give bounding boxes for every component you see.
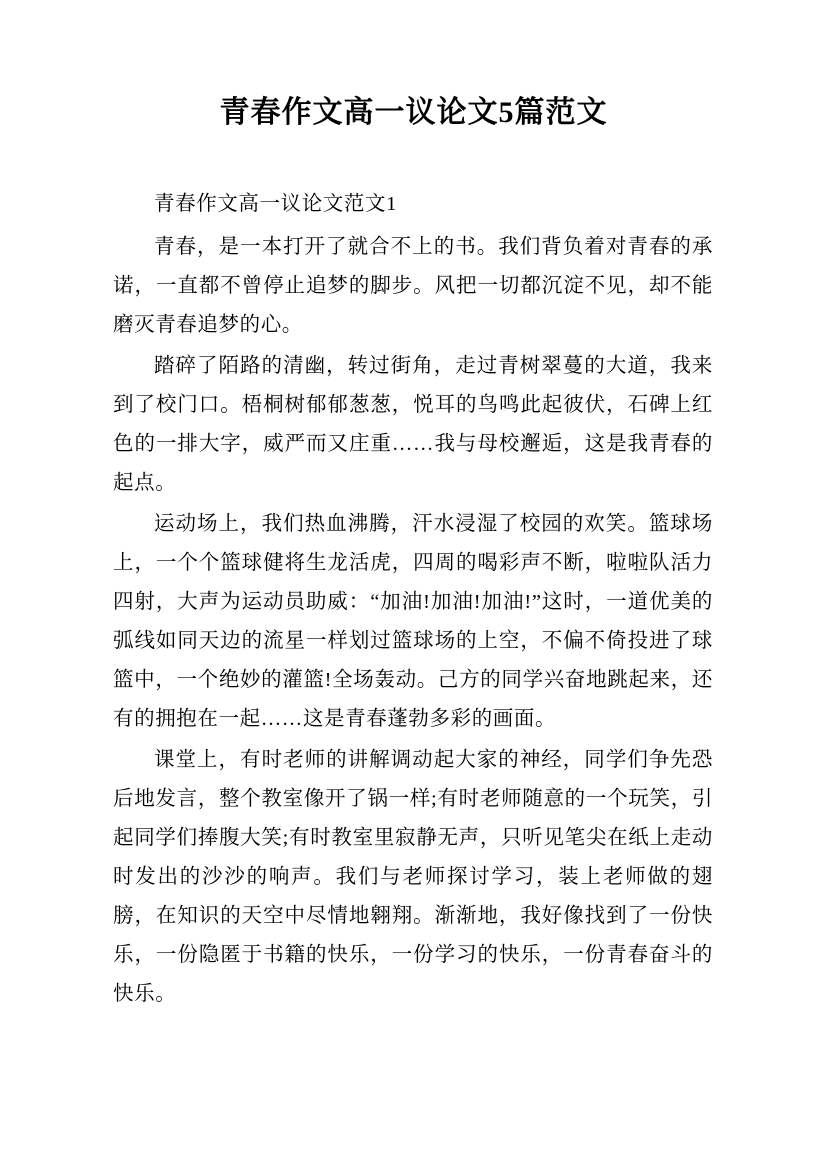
paragraph-1: 青春，是一本打开了就合不上的书。我们背负着对青春的承诺，一直都不曾停止追梦的脚步。风把一切都沉淀不见，却不能磨灭青春追梦的心。 — [113, 236, 713, 336]
document-body — [113, 185, 713, 1016]
paragraph-section-heading: 青春作文高一议论文范文1 — [154, 193, 397, 215]
page-title: 青春作文高一议论文5篇范文 — [219, 96, 608, 129]
paragraph-2: 踏碎了陌路的清幽，转过街角，走过青树翠蔓的大道，我来到了校门口。梧桐树郁郁葱葱，悦耳的鸟鸣此起彼伏，石碑上红色的一排大字，威严而又庄重……我与母校邂逅，这是我青春的起点。 — [113, 355, 713, 494]
paragraph-3: 运动场上，我们热血沸腾，汗水浸湿了校园的欢笑。篮球场上，一个个篮球健将生龙活虎，四周的喝彩声不断，啦啦队活力四射，大声为运动员助威：“加油!加油!加油!”这时，一道优美的弧线如同天边的流星一样划过篮球场的上空，不偏不倚投进了球篮中，一个绝妙的灌篮!全场轰动。己方的同学兴奋地跳起来，还有的拥抱在一起……这是青春蓬勃多彩的画面。 — [113, 513, 713, 730]
paragraph-4: 课堂上，有时老师的讲解调动起大家的神经，同学们争先恐后地发言，整个教室像开了锅一样;有时老师随意的一个玩笑，引起同学们捧腹大笑;有时教室里寂静无声，只听见笔尖在纸上走动时发出的沙沙的响声。我们与老师探讨学习，装上老师做的翅膀，在知识的天空中尽情地翱翔。渐渐地，我好像找到了一份快乐，一份隐匿于书籍的快乐，一份学习的快乐，一份青春奋斗的快乐。 — [113, 749, 713, 1005]
